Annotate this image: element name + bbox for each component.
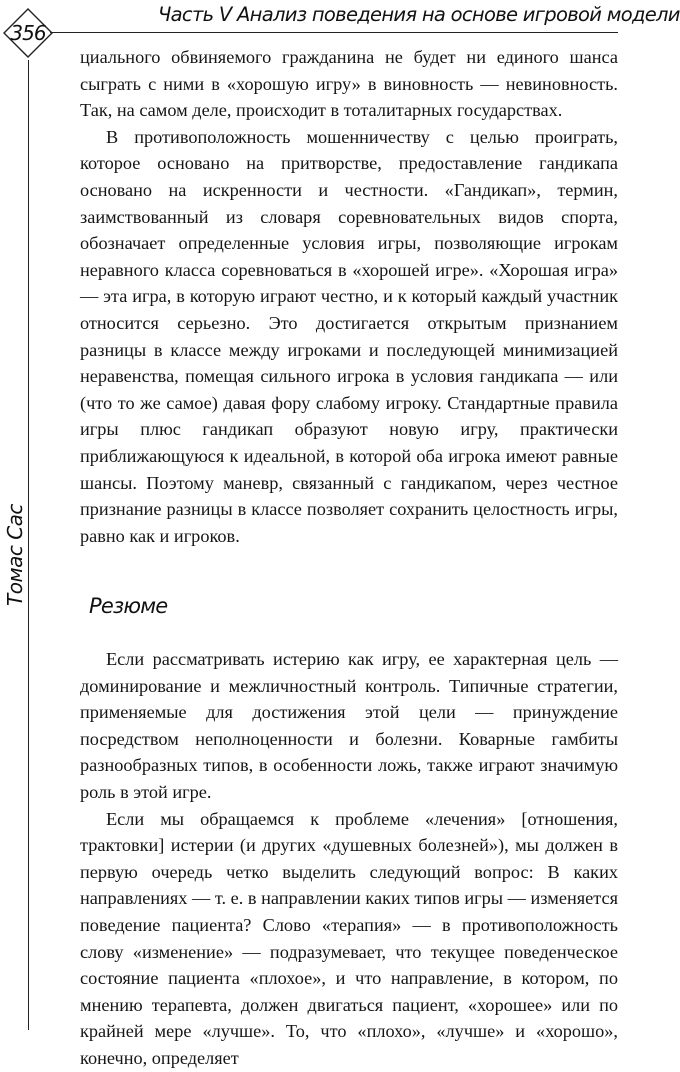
- page-number: 356: [10, 21, 46, 45]
- paragraph: циального обвиняемого гражданина не будет ни единого шанса сыграть с ними в «хорошую игру» в виновность — невиновность. Так, на самом деле, происходит в тоталитарных государствах.: [80, 47, 618, 121]
- left-margin-rule: [28, 60, 29, 1030]
- page-number-badge: [3, 8, 53, 58]
- body-text-top: [80, 44, 618, 549]
- paragraph: В противоположность мошенничеству с целью проиграть, которое основано на притворстве, предоставление гандикапа основано на искренности и честности. «Гандикап», термин, заимствованный из словаря соревновательных видов спорта, обозначает определенные условия игры, позволяющие игрокам неравного класса соревноваться в «хорошей игре». «Хорошая игра» — эта игра, в которую играют честно, и к который каждый участник относится серьезно. Это достигается открытым признанием разницы в классе между игроками и последующей минимизацией неравенства, помещая сильного игрока в условия гандикапа — или (что то же самое) давая фору слабому игроку. Стандартные правила игры плюс гандикап образуют новую игру, практически приближающуюся к идеальной, в которой оба игрока имеют равные шансы. Поэтому маневр, связанный с гандикапом, через честное признание разницы в классе позволяет сохранить целостность игры, равно как и игроков.: [80, 126, 618, 546]
- header-rule: [50, 32, 618, 33]
- paragraph: Если мы обращаемся к проблеме «лечения» [отношения, трактовки] истерии (и других «душевных болезней»), мы должен в первую очередь четко выделить следующий вопрос: В каких направлениях — т. е. в направлении каких типов игры — изменяется поведение пациента? Слово «терапия» — в противоположность слову «изменение» — подразумевает, что текущее поведенческое состояние пациента «плохое», и что направление, в котором, по мнению терапевта, должен двигаться пациент, «хорошее» или по крайней мере «лучше». То, что «плохо», «лучше» и «хорошо», конечно, определяет: [80, 808, 618, 1068]
- author-name: Томас Сас: [3, 500, 27, 610]
- running-header-title: Часть V Анализ поведения на основе игровой модели: [158, 3, 680, 26]
- section-heading: Резюме: [89, 594, 168, 618]
- paragraph: Если рассматривать истерию как игру, ее характерная цель — доминирование и межличностный контроль. Типичные стратегии, применяемые для достижения этой цели — принуждение посредством неполноценности и болезни. Коварные гамбиты разнообразных типов, в особенности ложь, также играют значимую роль в этой игре.: [80, 649, 618, 802]
- body-text-bottom: [80, 646, 618, 1072]
